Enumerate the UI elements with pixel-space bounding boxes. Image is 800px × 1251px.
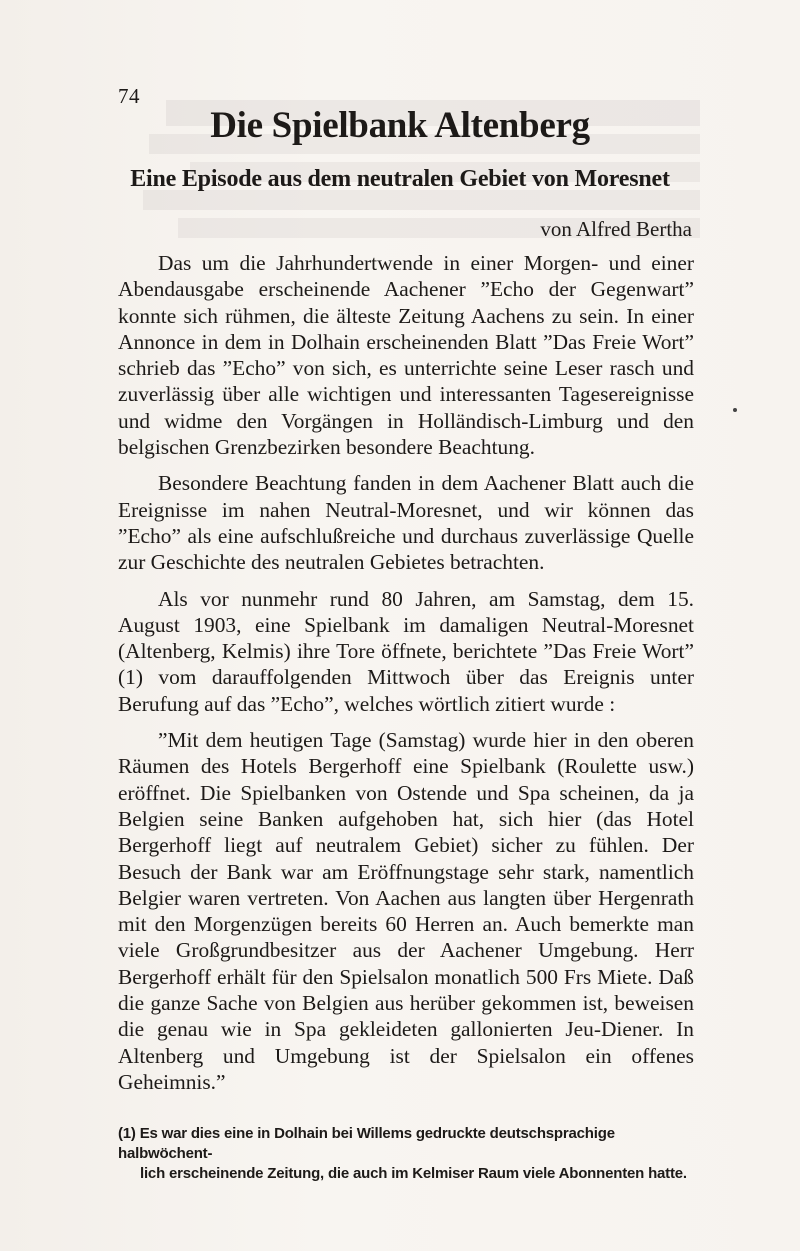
page-number: 74 (118, 84, 140, 108)
author-byline: von Alfred Bertha (540, 217, 692, 241)
footnote-line: lich erscheinende Zeitung, die auch im Kelmiser Raum viele Abonnenten hatte. (140, 1165, 687, 1182)
paragraph: Das um die Jahrhundertwende in einer Morgen- und einer Abendausgabe erscheinende Aachener ”Echo der Gegenwart” konnte sich rühmen, die älteste Zeitung Aachens zu sein. In einer Annonce in dem in Dolhain erscheinenden Blatt ”Das Freie Wort” schrieb das ”Echo” von sich, es unterrichte seine Leser rasch und zuverlässig über alle wichtigen und interessanten Tagesereignisse und widme den Vorgängen in Holländisch-Limburg und den belgischen Grenzbezirken besondere Beachtung. (118, 251, 694, 460)
quotation-paragraph: ”Mit dem heutigen Tage (Samstag) wurde hier in den oberen Räumen des Hotels Bergerhoff eine Spielbank (Roulette usw.) eröffnet. Die Spielbanken von Ostende und Spa scheinen, da ja Belgien seine Banken aufgehoben hat, sich hier (das Hotel Bergerhoff liegt auf neutralem Gebiet) sicher zu fühlen. Der Besuch der Bank war am Eröffnungstage sehr stark, namentlich Belgier waren vertreten. Von Aachen aus langten über Hergenrath mit den Morgenzügen bereits 60 Herren an. Auch bemerkte man viele Großgrundbesitzer aus der Aachener Umgebung. Herr Bergerhoff erhält für den Spielsalon monatlich 500 Frs Miete. Daß die ganze Sache von Belgien aus herüber gekommen ist, beweisen die genau wie in Spa gekleideten gallonierten Jeu-Diener. In Altenberg und Umgebung ist der Spielsalon ein offenes Geheimnis.” (118, 728, 694, 1094)
footnote (118, 1124, 698, 1184)
paragraph: Besondere Beachtung fanden in dem Aachener Blatt auch die Ereignisse im nahen Neutral-Moresnet, und wir können das ”Echo” als eine aufschlußreiche und durchaus zuverlässige Quelle zur Geschichte des neutralen Gebietes betrachten. (118, 471, 694, 575)
paragraph: Als vor nunmehr rund 80 Jahren, am Samstag, dem 15. August 1903, eine Spielbank im damaligen Neutral-Moresnet (Altenberg, Kelmis) ihre Tore öffnete, berichtete ”Das Freie Wort” (1) vom darauffolgenden Mittwoch über das Ereignis unter Berufung auf das ”Echo”, welches wörtlich zitiert wurde : (118, 586, 694, 716)
article-subtitle: Eine Episode aus dem neutralen Gebiet von Moresnet (130, 166, 670, 192)
paper-speck (733, 408, 737, 412)
article-title: Die Spielbank Altenberg (210, 105, 590, 146)
footnote-line: (1) Es war dies eine in Dolhain bei Willems gedruckte deutschsprachige halbwöchent- (118, 1125, 615, 1162)
article-body (118, 250, 694, 1105)
